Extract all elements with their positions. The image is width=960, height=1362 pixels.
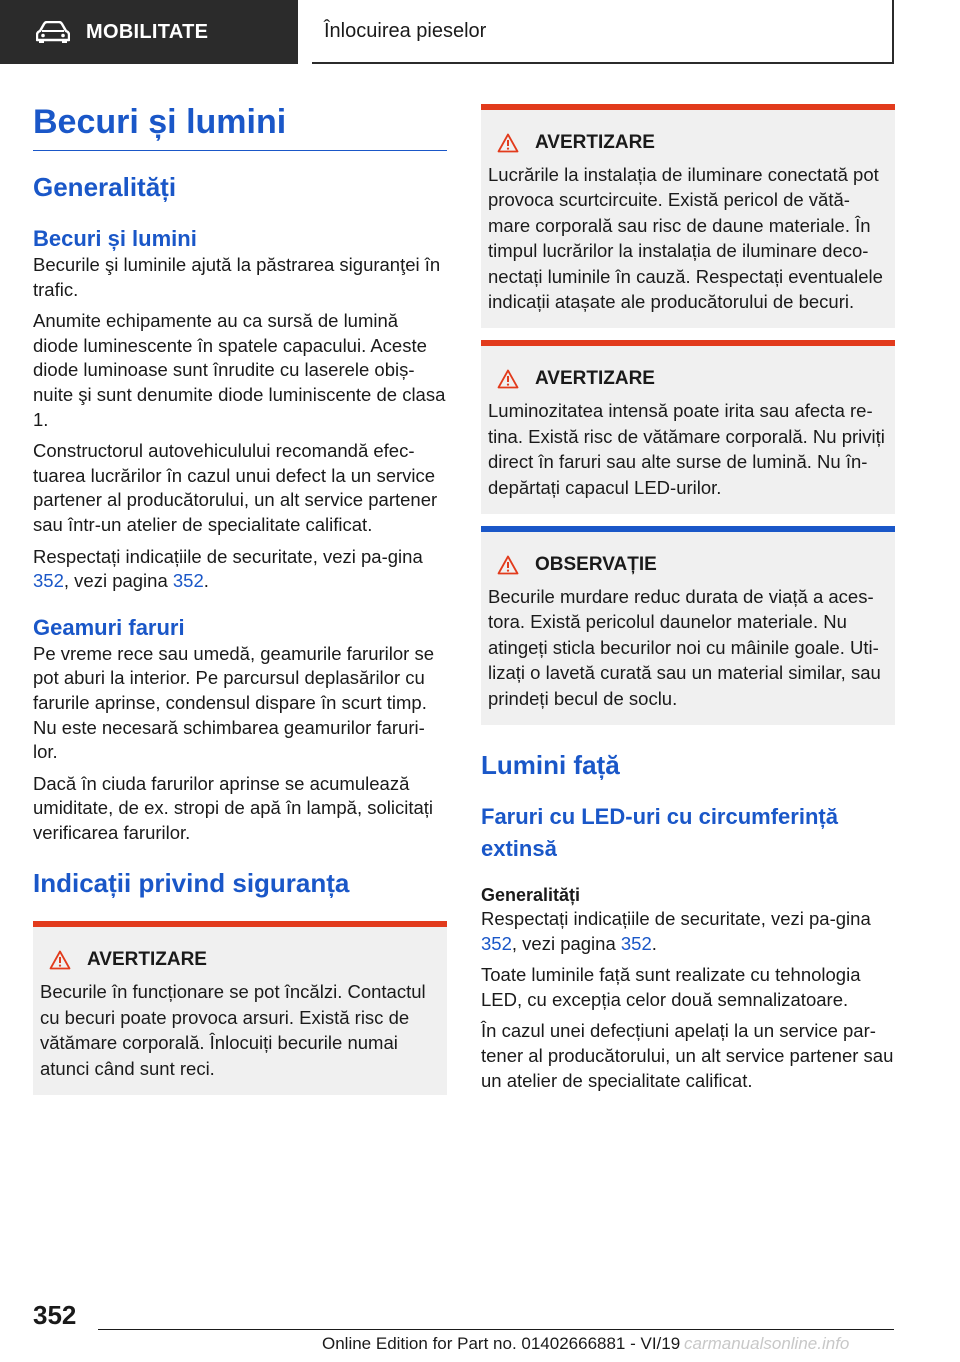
warning-title: [43, 949, 440, 971]
heading-safety: Indicații privind siguranța: [33, 868, 350, 899]
text: .: [651, 932, 657, 954]
header-chapter-title: Înlocuirea pieselor: [324, 19, 487, 42]
footer-edition: Online Edition for Part no. 01402666881 - VI/19: [322, 1334, 681, 1353]
left-column: [33, 100, 447, 1095]
heading-general-sub: Generalități: [481, 885, 581, 906]
paragraph-crossref: [481, 907, 895, 956]
note-title: [491, 554, 888, 576]
page-link[interactable]: 352: [33, 570, 64, 592]
warning-title: [491, 368, 888, 390]
text: Respectați indicațiile de securitate, vezi pa-gina: [481, 908, 871, 930]
heading-led-headlights: Faruri cu LED-uri cu circumferință extinsă: [481, 804, 838, 862]
heading-general: Generalități: [33, 172, 177, 202]
warning-box: [481, 340, 895, 514]
watermark: carmanualsonline.info: [684, 1334, 850, 1353]
text: .: [203, 570, 209, 592]
warning-label: AVERTIZARE: [87, 949, 207, 971]
warning-triangle-icon: [497, 133, 519, 153]
header-section-title: MOBILITATE: [86, 20, 209, 43]
right-column: [481, 104, 895, 1093]
warning-label: AVERTIZARE: [535, 368, 655, 390]
warning-box: [481, 104, 895, 328]
paragraph: Pe vreme rece sau umedă, geamurile farurilor se pot aburi la interior. Pe parcursul deplasărilor cu farurile aprinse, condensul dispare în scurt timp. Nu este necesară schimbarea geamurilor faruri-lor.: [33, 642, 435, 763]
text: Respectați indicațiile de securitate, vezi pa-gina: [33, 545, 423, 567]
warning-triangle-icon: [497, 555, 519, 575]
page-link[interactable]: 352: [620, 932, 652, 954]
page-link[interactable]: 352: [172, 570, 204, 592]
warning-title: [491, 132, 888, 154]
paragraph-crossref: [33, 545, 447, 594]
paragraph: În cazul unei defecțiuni apelați la un service par-tener al producătorului, un alt service partener sau un atelier de specialitate calificat.: [481, 1020, 894, 1091]
warning-triangle-icon: [497, 369, 519, 389]
warning-triangle-icon: [49, 950, 71, 970]
text: , vezi pagina: [63, 570, 173, 592]
note-text: Becurile murdare reduc durata de viață a aces-tora. Există pericolul daunelor materiale. Nu atingeți sticla becurilor noi cu mâinile goale. Uti-lizați o lavetă curată sau un material similar, sau prindeți becul de soclu.: [488, 586, 881, 709]
heading-bulbs: Becuri și lumini: [33, 226, 197, 251]
paragraph: Toate luminile față sunt realizate cu tehnologia LED, cu excepția celor două semnalizatoare.: [481, 964, 861, 1010]
heading-front-lights: Lumini față: [481, 750, 620, 781]
car-icon: [36, 21, 70, 43]
warning-label: AVERTIZARE: [535, 132, 655, 153]
footer-divider: [98, 1329, 894, 1330]
header-section-tab: [0, 0, 298, 64]
paragraph: Anumite echipamente au ca sursă de lumină diode luminescente în spatele capacului. Aceste diode luminoase sunt înrudite cu laserele obiș-nuite şi sunt denumite diode luminiscente de clasa 1.: [33, 310, 446, 430]
heading-headlight-glass: Geamuri faruri: [33, 614, 185, 640]
page-link[interactable]: 352: [481, 932, 512, 954]
warning-text: Luminozitatea intensă poate irita sau afecta re-tina. Există risc de vătămare corporală. Nu priviți direct în faruri sau alte surse de lumină. Nu în-depărtați capacul LED-urilor.: [488, 400, 885, 498]
paragraph: Becurile şi luminile ajută la păstrarea siguranţei în trafic.: [33, 254, 441, 300]
note-label: OBSERVAȚIE: [535, 554, 657, 576]
header-chapter: [312, 0, 894, 64]
warning-box: [33, 921, 447, 1095]
paragraph: Dacă în ciuda farurilor aprinse se acumulează umiditate, de ex. stropi de apă în lampă, solicitați verificarea farurilor.: [33, 772, 434, 843]
note-box: [481, 526, 895, 725]
page-title: Becuri și lumini: [33, 100, 447, 151]
warning-text: Becurile în funcționare se pot încălzi. Contactul cu becuri poate provoca arsuri. Există risc de vătămare corporală. Înlocuiți becurile numai atunci când sunt reci.: [40, 981, 426, 1079]
text: , vezi pagina: [511, 932, 621, 954]
paragraph: Constructorul autovehiculului recomandă efec-tuarea lucrărilor în cazul unui defect la un service partener al producătorului, un alt service partener sau într-un atelier de specialitate calificat.: [33, 440, 438, 535]
warning-text: Lucrările la instalația de iluminare conectată pot provoca scurtcircuite. Există pericol de vătă-mare corporală sau risc de daune materiale. În timpul lucrărilor la instalația de iluminare deco-nectați luminile în cauză. Respectați eventualele indicații atașate ale producătorului de becuri.: [488, 164, 883, 313]
page-number: 352: [33, 1300, 77, 1330]
